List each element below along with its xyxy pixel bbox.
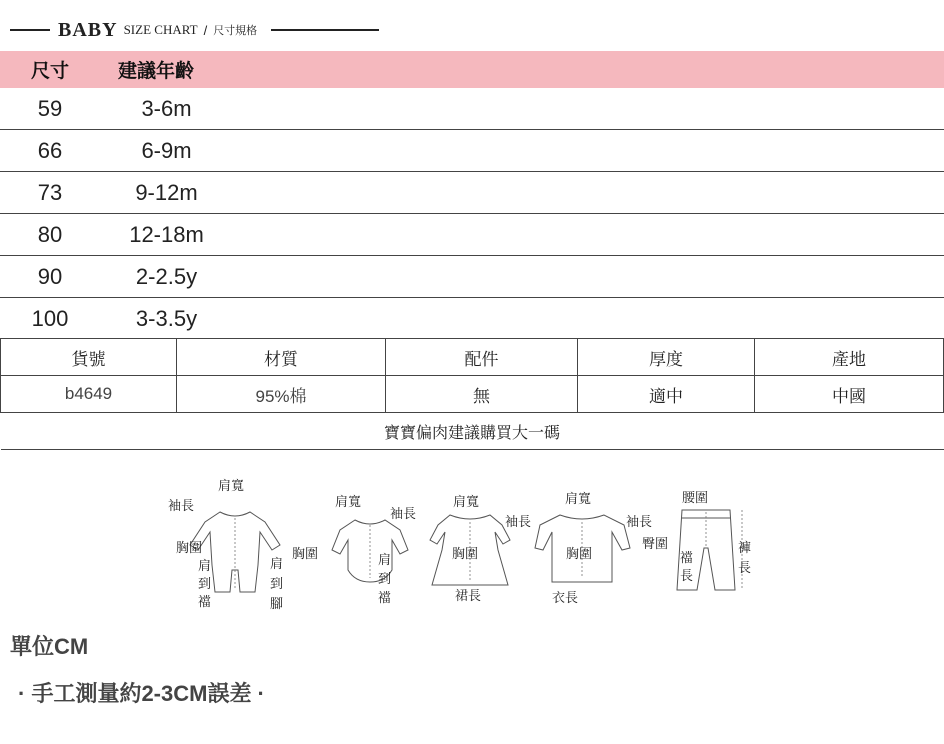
label-shoulder-width: 肩寬	[218, 479, 245, 494]
table-row	[0, 88, 944, 130]
info-value-row	[1, 376, 944, 413]
label-sleeve-length-3: 袖長	[505, 515, 532, 530]
title-separator: /	[203, 22, 208, 38]
size-cell: 90	[0, 256, 100, 298]
label-s2f-2: 到	[270, 577, 284, 592]
age-cell: 2-2.5y	[100, 256, 233, 298]
label-chest-2: 胸圍	[292, 547, 319, 562]
label-sleeve-length-2: 袖長	[390, 507, 417, 522]
info-value-accessory: 無	[386, 376, 578, 413]
label-shoulder-width-2: 肩寬	[335, 495, 362, 510]
table-row	[0, 256, 944, 298]
label-top-length: 衣長	[552, 591, 579, 606]
table-row	[0, 298, 944, 340]
info-header-accessory: 配件	[386, 339, 578, 376]
label-sleeve-length-4: 袖長	[626, 515, 653, 530]
label-pants-1: 褲	[738, 541, 752, 556]
label-shoulder-width-3: 肩寬	[453, 495, 480, 510]
label-s2c-3: 襠	[198, 595, 212, 610]
label-chest-4: 胸圍	[566, 547, 593, 562]
label-pants-2: 長	[738, 561, 752, 576]
age-cell: 9-12m	[100, 172, 233, 214]
table-row	[0, 214, 944, 256]
size-cell: 73	[0, 172, 100, 214]
label-s2c2-3: 襠	[378, 591, 392, 606]
size-table-header	[0, 51, 944, 88]
label-s2c-2: 到	[198, 577, 212, 592]
label-chest: 胸圍	[176, 541, 203, 556]
info-value-sku: b4649	[1, 376, 177, 413]
size-cell: 66	[0, 130, 100, 172]
info-value-thickness: 適中	[578, 376, 755, 413]
measurement-diagram	[160, 470, 760, 620]
label-sleeve-length: 袖長	[168, 499, 195, 514]
info-header-row	[1, 339, 944, 376]
size-chart-header	[10, 18, 379, 42]
label-s2c-1: 肩	[198, 559, 212, 574]
size-cell: 80	[0, 214, 100, 256]
age-cell: 6-9m	[100, 130, 233, 172]
label-crotch-1: 襠	[680, 551, 694, 566]
unit-label: 單位CM	[10, 634, 89, 659]
label-waist: 腰圍	[682, 491, 709, 506]
header-rule-left	[10, 29, 50, 31]
size-table	[0, 51, 944, 339]
size-advice-note: 寶寶偏肉建議購買大一碼	[1, 413, 944, 450]
info-header-material: 材質	[177, 339, 386, 376]
chart-subtitle: SIZE CHART	[123, 22, 198, 37]
label-shoulder-width-4: 肩寬	[565, 492, 592, 507]
label-s2c2-1: 肩	[378, 553, 392, 568]
brand-title: BABY	[58, 18, 118, 41]
chart-subtitle-cn: 尺寸規格	[213, 25, 258, 37]
info-header-sku: 貨號	[1, 339, 177, 376]
label-chest-3: 胸圍	[452, 547, 479, 562]
info-value-material: 95%棉	[177, 376, 386, 413]
info-header-thickness: 厚度	[578, 339, 755, 376]
col-age-header: 建議年齡	[100, 51, 233, 88]
age-cell: 12-18m	[100, 214, 233, 256]
label-s2f-1: 肩	[270, 557, 284, 572]
label-crotch-2: 長	[680, 569, 694, 584]
label-s2f-3: 腳	[270, 597, 284, 612]
label-s2c2-2: 到	[378, 572, 392, 587]
age-cell: 3-6m	[100, 88, 233, 130]
measurement-error-note: · 手工測量約2-3CM誤差 ·	[18, 681, 265, 706]
header-rule-right	[271, 29, 379, 31]
size-cell: 100	[31, 305, 69, 331]
info-value-origin: 中國	[755, 376, 944, 413]
table-row	[0, 172, 944, 214]
size-cell: 59	[0, 88, 100, 130]
table-row	[0, 130, 944, 172]
label-hip: 臀圍	[642, 537, 669, 552]
col-size-header: 尺寸	[0, 51, 100, 88]
info-header-origin: 產地	[755, 339, 944, 376]
label-skirt-length: 裙長	[455, 589, 482, 604]
age-cell: 3-3.5y	[135, 305, 198, 331]
info-note-row	[1, 413, 944, 450]
product-info-table	[0, 338, 944, 450]
